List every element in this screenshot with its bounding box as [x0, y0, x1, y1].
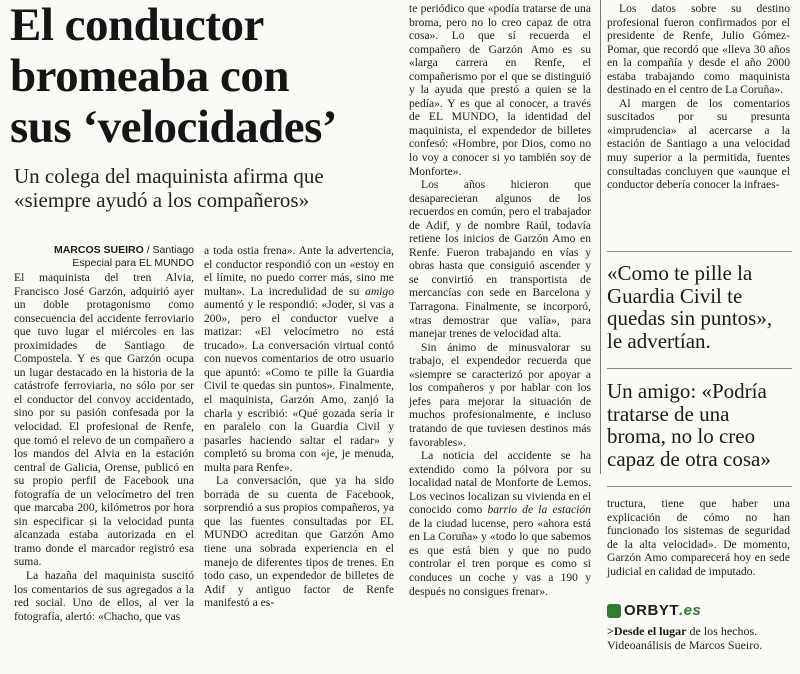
subheadline	[14, 164, 404, 212]
headline-line-2: bromeaba con	[10, 50, 290, 102]
headline-line-1: El conductor	[10, 0, 264, 51]
column-divider	[600, 0, 601, 474]
paragraph: El maquinista del tren Alvia, Francisco José Garzón, adquirió ayer un doble protagonismo como consecuencia del accidente ferroviario que tuvo lugar el miércoles en las proximidades de Santiago de Compostela. Y es que Garzón ocupa un lugar destacado en la historia de la catástrofe ferroviaria, no sólo por ser el conductor del convoy accidentado, sino por su pasión confesada por la velocidad. El profesional de Renfe, que tomó el relevo de un compañero a los mandos del Alvia en la estación central de Galicia, Orense, publicó en su propio perfil de Facebook una fotografía de un velocímetro del tren que marcaba 200, kilómetros por hora sin especificar si la velocidad punta alcanzada estaba autorizada en el tramo donde el marcador registró esa suma.	[14, 271, 194, 569]
article-column-2	[204, 244, 394, 610]
paragraph: Los años hicieron que desaparecieran algunos de los recuerdos en común, pero el trabajador de Adif, y de nombre Raúl, todavía retiene los inicios de Garzón Amo en Renfe. Fueron trabajando en vías y obras hasta que consiguió ascender y se convirtió en transportista de mercancías con sede en Barcelona y Tarragona. Finalmente, se incorporó, «tras demostrar que valía», para manejar trenes de velocidad alta.	[409, 178, 591, 341]
orbyt-lead: >Desde el lugar	[607, 624, 687, 638]
article-column-1	[14, 271, 194, 623]
paragraph: te periódico que «podía tratarse de una broma, pero no lo creo capaz de otra cosa». Lo que sí recuerda el compañero de Garzón Amo es su «larga carrera en Renfe, el compañerismo por el que se distinguió y la ayuda que prestó a quien se la pedía». Y es que al conocer, a través de EL MUNDO, la identidad del maquinista, el expendedor de billetes confesó: «Hombre, por Dios, como no lo voy a conocer si yo también soy de Monforte».	[409, 2, 591, 178]
byline-location: / Santiago	[143, 244, 194, 256]
pull-quote-2: Un amigo: «Podría tratarse de una broma, no lo creo capaz de otra cosa»	[607, 379, 771, 471]
paragraph: Los datos sobre su destino profesional fueron confirmados por el presidente de Renfe, Julio Gómez-Pomar, que recordó que «lleva 30 años en la compañía y desde el año 2000 estaba trabajando como maquinista destinado en el centro de La Coruña».	[607, 2, 790, 97]
paragraph: La conversación, que ya ha sido borrada de su cuenta de Facebook, sorprendió a sus propios compañeros, ya que las fuentes consultadas por EL MUNDO acreditan que Garzón Amo tiene una sobrada experiencia en el manejo de diferentes tipos de trenes. En todo caso, un expendedor de billetes de Adif y antiguo factor de Renfe manifestó a es-	[204, 474, 394, 610]
paragraph: Sin ánimo de minusvalorar su trabajo, el expendedor recuerda que «siempre se caracterizó por apoyar a los compañeros y por hablar con los jefes para mejorar la situación de muchos profesionalmente, e incluso tratando de que tuviesen destinos más favorables».	[409, 340, 591, 449]
orbyt-text	[607, 625, 792, 652]
divider	[607, 368, 792, 369]
orbyt-logo	[607, 602, 792, 619]
orbyt-icon	[607, 604, 621, 618]
byline-credit: Especial para EL MUNDO	[72, 257, 194, 269]
paragraph: Al margen de los comentarios suscitados por su presunta «imprudencia» al acercarse a la estación de Santiago a una velocidad muy superior a la permitida, fuentes consultadas concluyen que «aunque el conductor debería conocer la infraes-	[607, 96, 790, 192]
orbyt-brand: ORBYT	[624, 602, 679, 619]
orbyt-rest: de los hechos. Videoanálisis de Marcos Sueiro.	[607, 624, 763, 652]
byline-author: MARCOS SUEIRO	[53, 244, 144, 256]
article-column-4-continued	[607, 497, 790, 578]
divider	[607, 486, 792, 487]
orbyt-promo[interactable]	[607, 602, 792, 652]
subheadline-line-2: «siempre ayudó a los compañeros»	[14, 188, 310, 212]
paragraph: La hazaña del maquinista suscitó los comentarios de sus agregados a la red social. Uno de ellos, al ver la fotografía, alertó: «Chacho, que vas	[14, 569, 194, 623]
article-column-4	[607, 2, 790, 192]
subheadline-line-1: Un colega del maquinista afirma que	[14, 164, 324, 188]
headline	[10, 0, 405, 153]
byline	[14, 244, 194, 270]
pull-quote-1: «Como te pille la Guardia Civil te quedas sin puntos», le advertían.	[607, 261, 773, 353]
headline-line-3: sus ‘velocidades’	[10, 101, 338, 153]
paragraph: La noticia del accidente se ha extendido como la pólvora por su localidad natal de Monforte de Lemos. Los vecinos localizan su vivienda en el conocido como barrio de la estación de la ciudad lucense, pero «ahora está en La Coruña» y «todo lo que sabemos es que está bien y que no pudo controlar el tren porque es como si conduces un coche y vas a 190 y después no consigues frenar».	[409, 449, 591, 598]
divider	[607, 251, 792, 252]
article-column-3	[409, 2, 591, 598]
paragraph: tructura, tiene que haber una explicación de cómo no han funcionado los sistemas de seguridad de la alta velocidad». De momento, Garzón Amo comparecerá hoy en sede judicial en calidad de imputado.	[607, 497, 790, 578]
orbyt-suffix: .es	[679, 602, 702, 619]
paragraph: a toda ostia frena». Ante la advertencia, el conductor respondió con un «estoy en el límite, no puedo correr más, sino me multan». La incredulidad de su amigo aumentó y le respondió: «Joder, si vas a 200», pero el conductor vuelve a matizar: «El velocímetro no está trucado». La conversación virtual contó con nuevos comentarios de otro usuario que apuntó: «Como te pille la Guardia Civil te quedas sin puntos». Finalmente, el maquinista, Garzón Amo, zanjó la charla y escribió: «Qué gozada sería ir en paralelo con la Guardia Civil y pasarles haciendo saltar el radar» y completó su broma con «je, je menuda, multa para Renfe».	[204, 244, 394, 474]
